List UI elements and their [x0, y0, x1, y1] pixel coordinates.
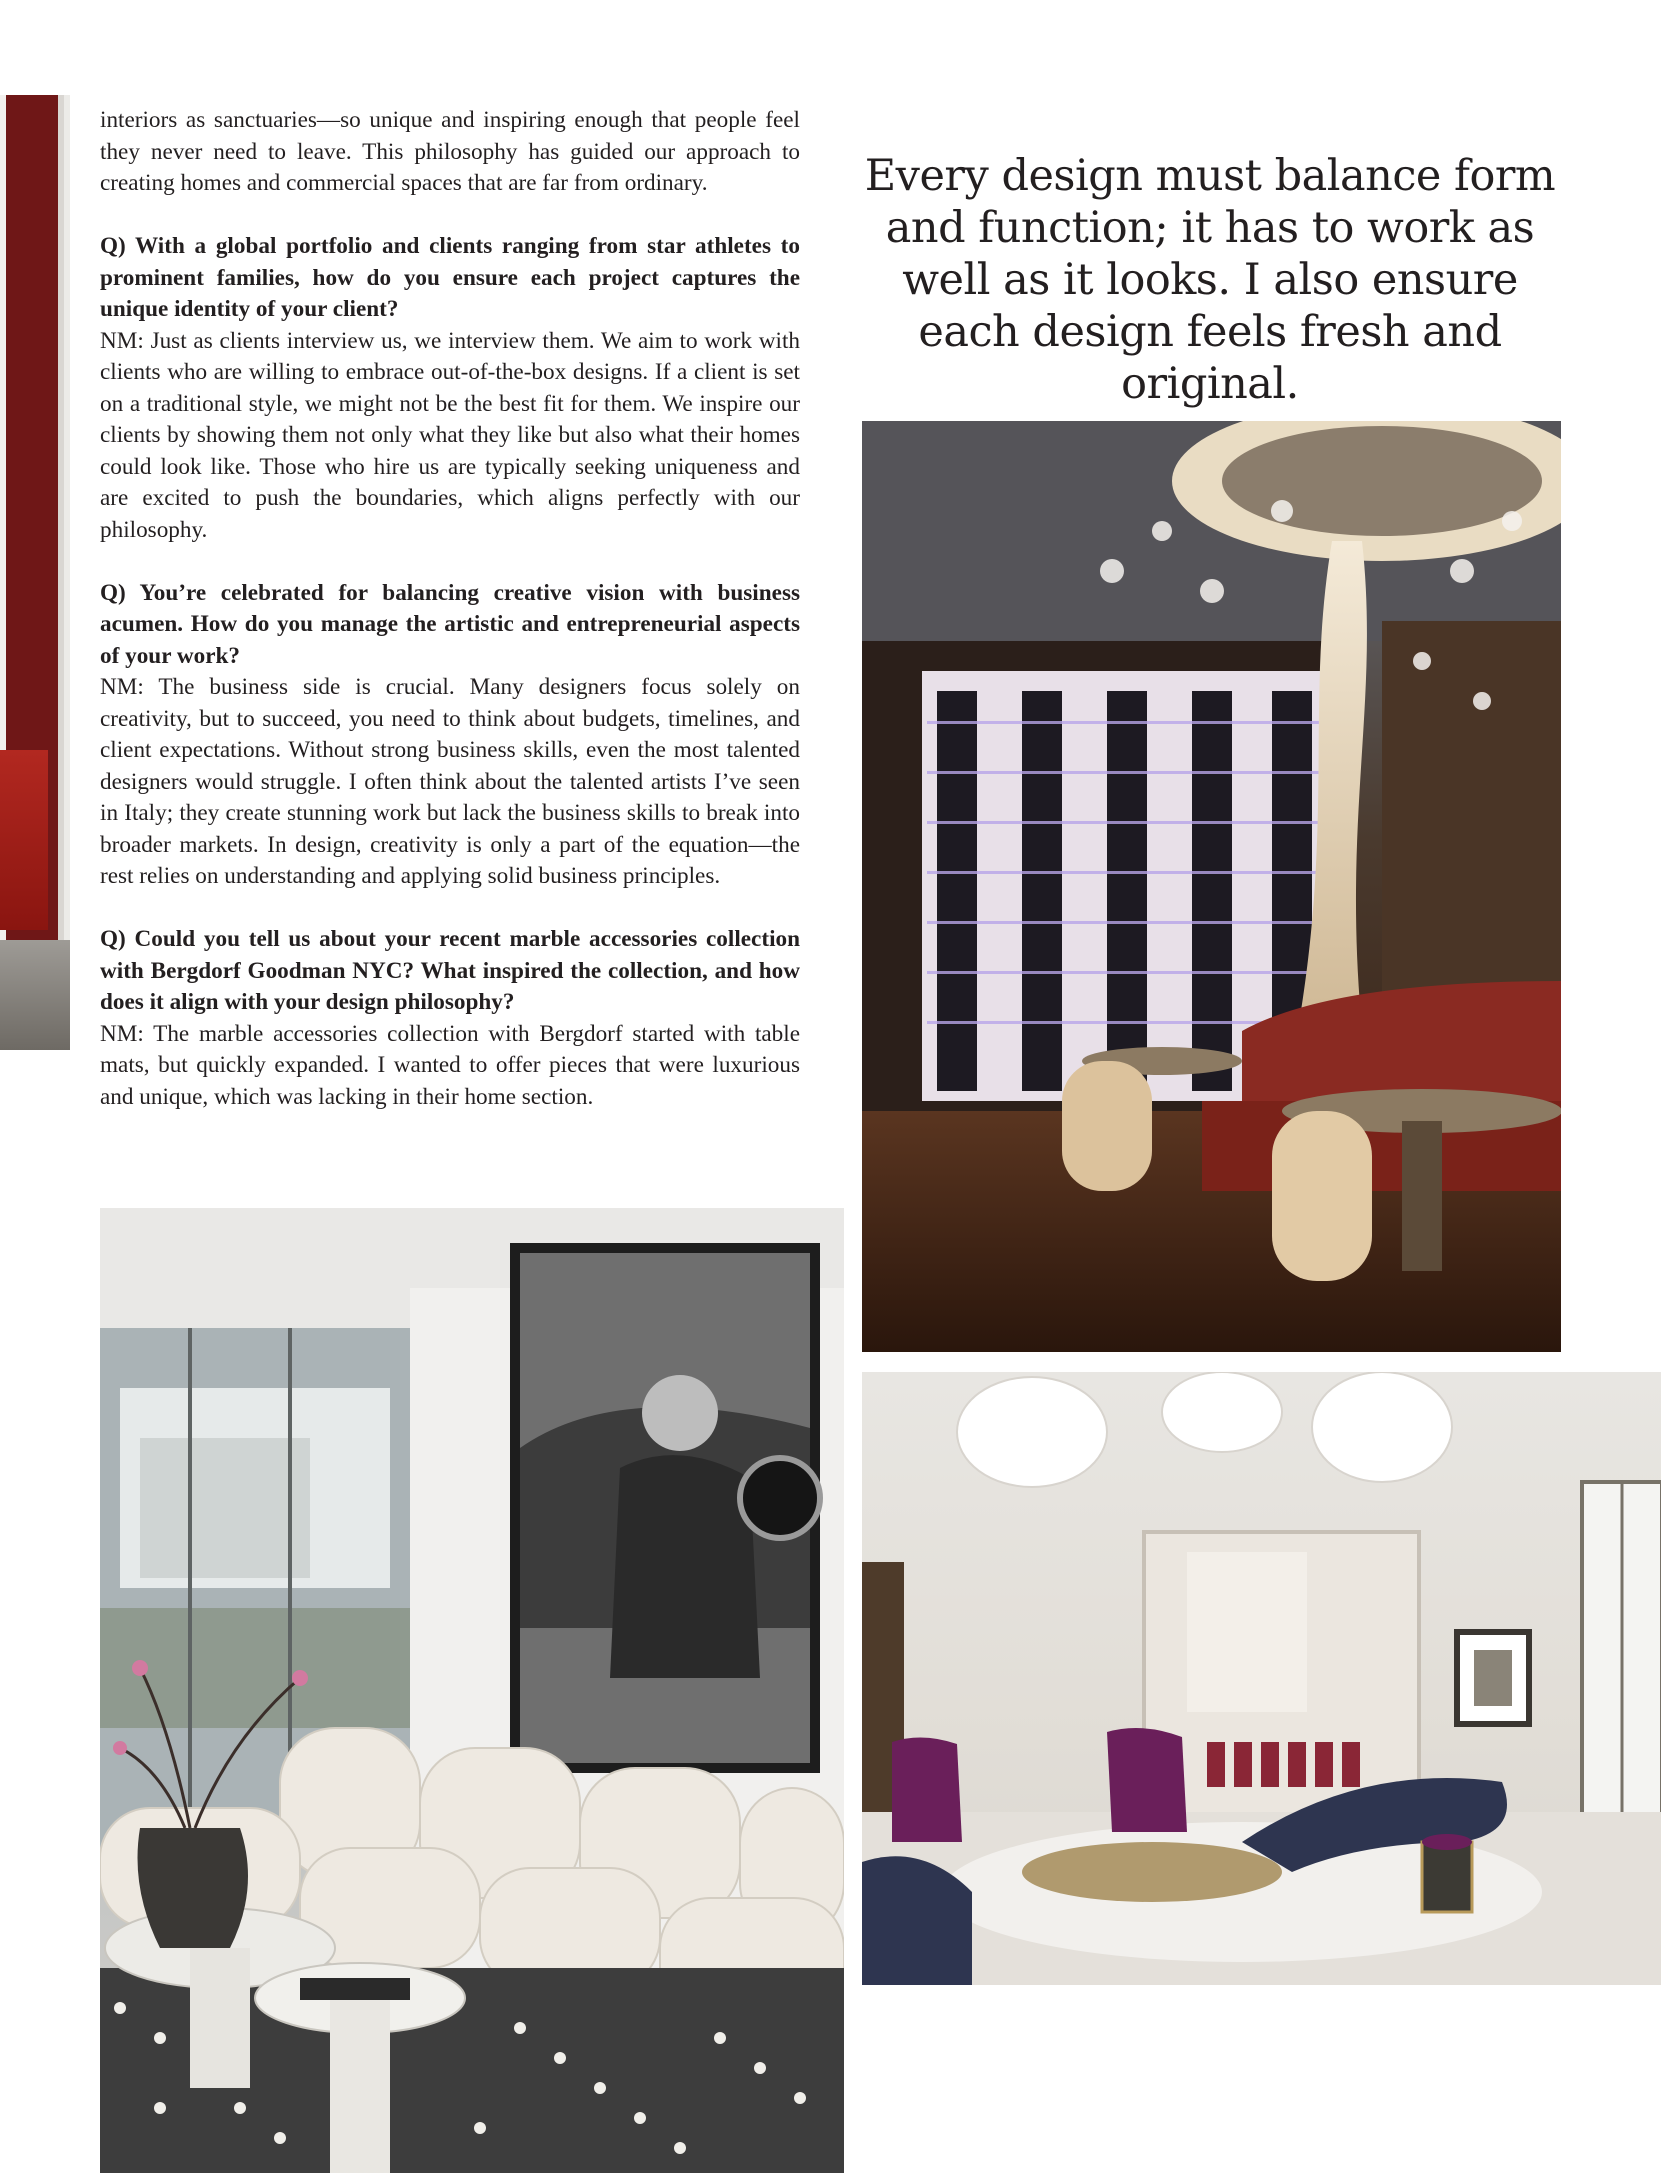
answer-3: NM: The marble accessories collection with Bergdorf started with table mats, but quickly expanded. I wanted to offer pieces that were luxurious and unique, which was lacking in their home section.: [100, 1020, 800, 1110]
answer-2: NM: The business side is crucial. Many designers focus solely on creativity, but to succeed, you need to think about budgets, timelines, and client expectations. Without strong business skills, even the most talented designers would struggle. I often think about the talented artists I’ve seen in Italy; they create stunning work but lack the business skills to break into broader markets. In design, creativity is only a part of the equation—the rest relies on understanding and applying solid business principles.: [100, 674, 800, 889]
article-body: [100, 105, 800, 1113]
living-room-illustration: [862, 1372, 1661, 1985]
question-2: Q) You’re celebrated for balancing creative vision with business acumen. How do you manage the artistic and entrepreneurial aspects of your work?: [100, 579, 800, 669]
photo-wine-room-restaurant: [862, 421, 1561, 1352]
question-3: Q) Could you tell us about your recent marble accessories collection with Bergdorf Goodman NYC? What inspired the collection, and how does it align with your design philosophy?: [100, 926, 800, 1015]
photo-bubble-sofa-living-room: [100, 1208, 844, 2173]
bubble-sofa-illustration: [100, 1208, 844, 2173]
answer-1: NM: Just as clients interview us, we interview them. We aim to work with clients who are willing to embrace out-of-the-box designs. If a client is set on a traditional style, we might not be the best fit for them. We inspire our clients by showing them not only what they like but also what their homes could look like. Those who hire us are typically seeking uniqueness and are excited to push the boundaries, which aligns perfectly with our philosophy.: [100, 327, 800, 543]
edge-photo-red-panel: [0, 95, 70, 1050]
intro-paragraph: interiors as sanctuaries—so unique and inspiring enough that people feel they never need to leave. This philosophy has guided our approach to creating homes and commercial spaces that are far from ordinary.: [100, 107, 800, 196]
question-1: Q) With a global portfolio and clients ranging from star athletes to prominent families, how do you ensure each project captures the unique identity of your client?: [100, 233, 800, 322]
photo-purple-chairs-living-room: [862, 1372, 1661, 1985]
pull-quote: Every design must balance form and function; it has to work as well as it looks. I also ensure each design feels fresh and original.: [864, 151, 1556, 409]
wine-room-illustration: [862, 421, 1561, 1352]
